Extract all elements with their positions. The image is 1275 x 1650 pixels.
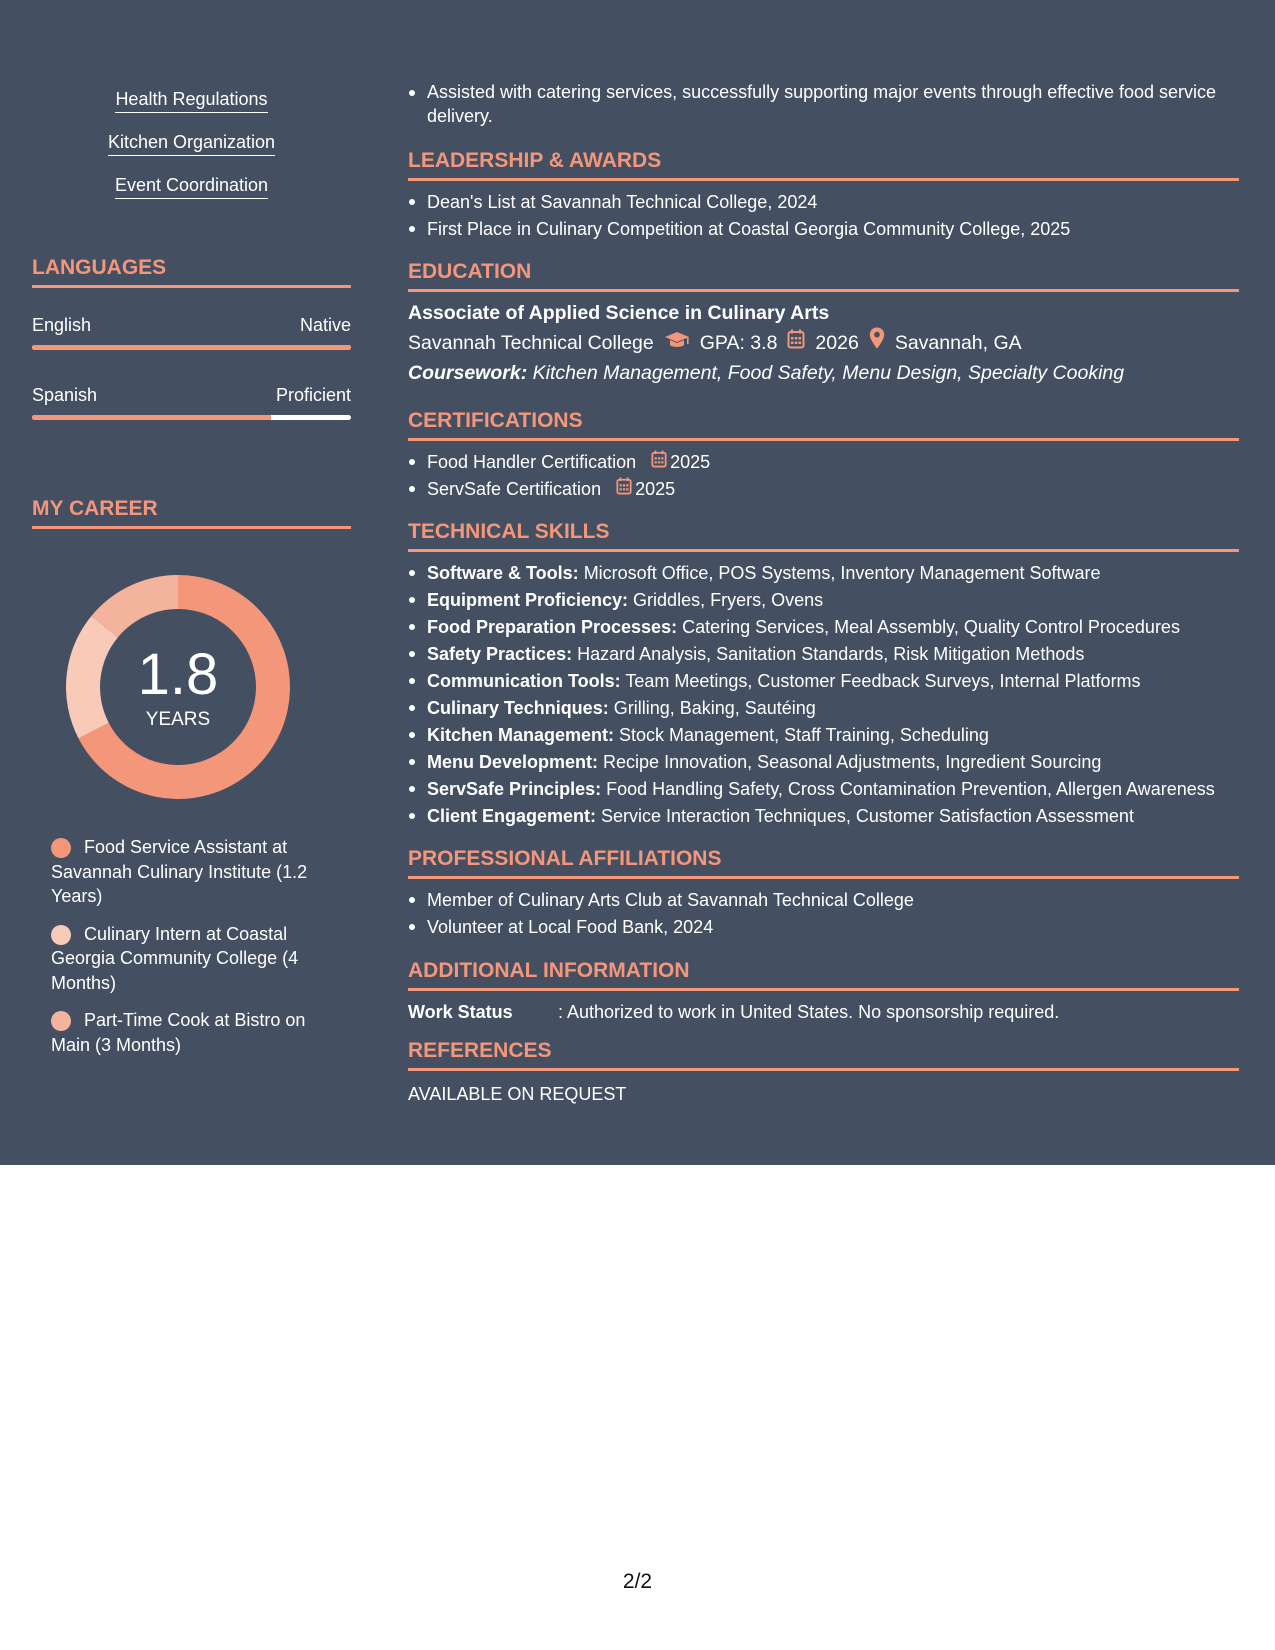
- technical-skill-item: [408, 668, 1239, 695]
- work-status-value: : Authorized to work in United States. No sponsorship required.: [558, 1002, 1060, 1022]
- skill-label: Menu Development:: [427, 752, 599, 772]
- leadership-section: [408, 146, 1239, 243]
- location-pin-icon: [869, 327, 885, 358]
- additional-info-section: [408, 956, 1239, 1025]
- certifications-section: [408, 406, 1239, 503]
- career-item: [51, 835, 331, 909]
- career-heading: MY CAREER: [32, 494, 351, 529]
- certification-year: 2025: [670, 452, 711, 472]
- calendar-icon: [787, 328, 805, 358]
- technical-skills-heading: TECHNICAL SKILLS: [408, 517, 1239, 552]
- skill-value: Grilling, Baking, Sautéing: [608, 698, 816, 718]
- skill-label: Safety Practices:: [427, 644, 573, 664]
- coursework-label: Coursework:: [408, 362, 528, 384]
- calendar-icon: [606, 476, 635, 503]
- affiliation-item: Member of Culinary Arts Club at Savannah Technical College: [408, 887, 1239, 914]
- skill-item: Kitchen Organization: [108, 129, 275, 156]
- skill-value: Microsoft Office, POS Systems, Inventory Management Software: [578, 563, 1101, 583]
- technical-skill-item: [408, 587, 1239, 614]
- technical-skill-item: [408, 695, 1239, 722]
- affiliations-heading: PROFESSIONAL AFFILIATIONS: [408, 844, 1239, 879]
- languages-heading: LANGUAGES: [32, 253, 351, 288]
- education-section: [408, 257, 1239, 388]
- language-bar-fill: [32, 415, 271, 420]
- education-degree: Associate of Applied Science in Culinary Arts: [408, 302, 830, 324]
- skill-label: Software & Tools:: [427, 563, 579, 583]
- references-text: AVAILABLE ON REQUEST: [408, 1084, 627, 1104]
- skill-value: Service Interaction Techniques, Customer Satisfaction Assessment: [596, 806, 1134, 826]
- leadership-item: Dean's List at Savannah Technical College, 2024: [408, 189, 1239, 216]
- education-details: [408, 327, 1239, 358]
- skill-value: Team Meetings, Customer Feedback Surveys, Internal Platforms: [620, 671, 1141, 691]
- language-bar: [32, 415, 351, 420]
- education-year: 2026: [815, 331, 859, 354]
- skill-label: ServSafe Principles:: [427, 779, 602, 799]
- coursework-list: Kitchen Management, Food Safety, Menu Design, Specialty Cooking: [527, 362, 1125, 384]
- certification-year: 2025: [635, 479, 676, 499]
- certification-item: [408, 476, 1239, 503]
- work-status-row: [408, 999, 1239, 1025]
- certification-name: Food Handler Certification: [427, 452, 637, 472]
- language-spanish: [32, 382, 351, 420]
- career-dot-icon: [51, 1011, 71, 1031]
- skill-value: Catering Services, Meal Assembly, Quality Control Procedures: [677, 617, 1180, 637]
- affiliation-item: Volunteer at Local Food Bank, 2024: [408, 914, 1239, 941]
- certification-item: [408, 449, 1239, 476]
- work-status-label: Work Status: [408, 1002, 513, 1022]
- education-location: Savannah, GA: [894, 331, 1022, 354]
- career-donut-chart: [66, 575, 290, 799]
- language-bar-fill: [32, 345, 351, 350]
- education-heading: EDUCATION: [408, 257, 1239, 292]
- career-list: [51, 835, 331, 1070]
- skill-label: Equipment Proficiency:: [427, 590, 629, 610]
- education-school: Savannah Technical College: [408, 331, 654, 354]
- skill-value: Stock Management, Staff Training, Scheduling: [614, 725, 989, 745]
- education-gpa: GPA: 3.8: [699, 331, 778, 354]
- leadership-item: First Place in Culinary Competition at Coastal Georgia Community College, 2025: [408, 216, 1239, 243]
- technical-skill-item: [408, 560, 1239, 587]
- certifications-heading: CERTIFICATIONS: [408, 406, 1239, 441]
- skill-item: Health Regulations: [115, 86, 267, 113]
- skill-list: [32, 86, 351, 215]
- language-level: Proficient: [275, 385, 351, 405]
- career-total-unit: YEARS: [145, 709, 211, 730]
- skill-label: Client Engagement:: [427, 806, 597, 826]
- references-section: [408, 1036, 1239, 1107]
- technical-skill-item: [408, 749, 1239, 776]
- career-label: Part-Time Cook at Bistro on Main (3 Months): [51, 1010, 306, 1055]
- skill-item: Event Coordination: [115, 172, 268, 199]
- experience-bullet: Assisted with catering services, successfully supporting major events through effective food service delivery.: [408, 80, 1239, 128]
- skill-label: Communication Tools:: [427, 671, 621, 691]
- language-level: Native: [299, 315, 351, 335]
- language-english: [32, 312, 351, 350]
- language-bar: [32, 345, 351, 350]
- education-coursework: [408, 358, 1239, 388]
- career-dot-icon: [51, 838, 71, 858]
- technical-skill-item: [408, 722, 1239, 749]
- skill-label: Food Preparation Processes:: [427, 617, 678, 637]
- skill-label: Culinary Techniques:: [427, 698, 609, 718]
- technical-skill-item: [408, 641, 1239, 668]
- calendar-icon: [641, 449, 670, 476]
- graduation-cap-icon: [664, 328, 690, 358]
- language-name: Spanish: [32, 385, 98, 405]
- career-item: [51, 922, 331, 996]
- skill-value: Griddles, Fryers, Ovens: [628, 590, 824, 610]
- references-heading: REFERENCES: [408, 1036, 1239, 1071]
- certification-name: ServSafe Certification: [427, 479, 602, 499]
- additional-info-heading: ADDITIONAL INFORMATION: [408, 956, 1239, 991]
- skill-value: Hazard Analysis, Sanitation Standards, Risk Mitigation Methods: [572, 644, 1085, 664]
- career-total-value: 1.8: [137, 642, 219, 707]
- career-label: Culinary Intern at Coastal Georgia Community College (4 Months): [51, 923, 299, 993]
- career-item: [51, 1008, 331, 1057]
- affiliations-section: [408, 844, 1239, 941]
- technical-skill-item: [408, 803, 1239, 830]
- page-number: 2/2: [622, 1570, 653, 1593]
- experience-continued: [408, 80, 1239, 128]
- skill-value: Food Handling Safety, Cross Contamination Prevention, Allergen Awareness: [601, 779, 1215, 799]
- leadership-heading: LEADERSHIP & AWARDS: [408, 146, 1239, 181]
- language-name: English: [32, 315, 92, 335]
- skill-value: Recipe Innovation, Seasonal Adjustments, Ingredient Sourcing: [598, 752, 1102, 772]
- technical-skill-item: [408, 614, 1239, 641]
- skill-label: Kitchen Management:: [427, 725, 615, 745]
- technical-skill-item: [408, 776, 1239, 803]
- technical-skills-section: [408, 517, 1239, 830]
- career-label: Food Service Assistant at Savannah Culinary Institute (1.2 Years): [51, 837, 308, 906]
- career-dot-icon: [51, 925, 71, 945]
